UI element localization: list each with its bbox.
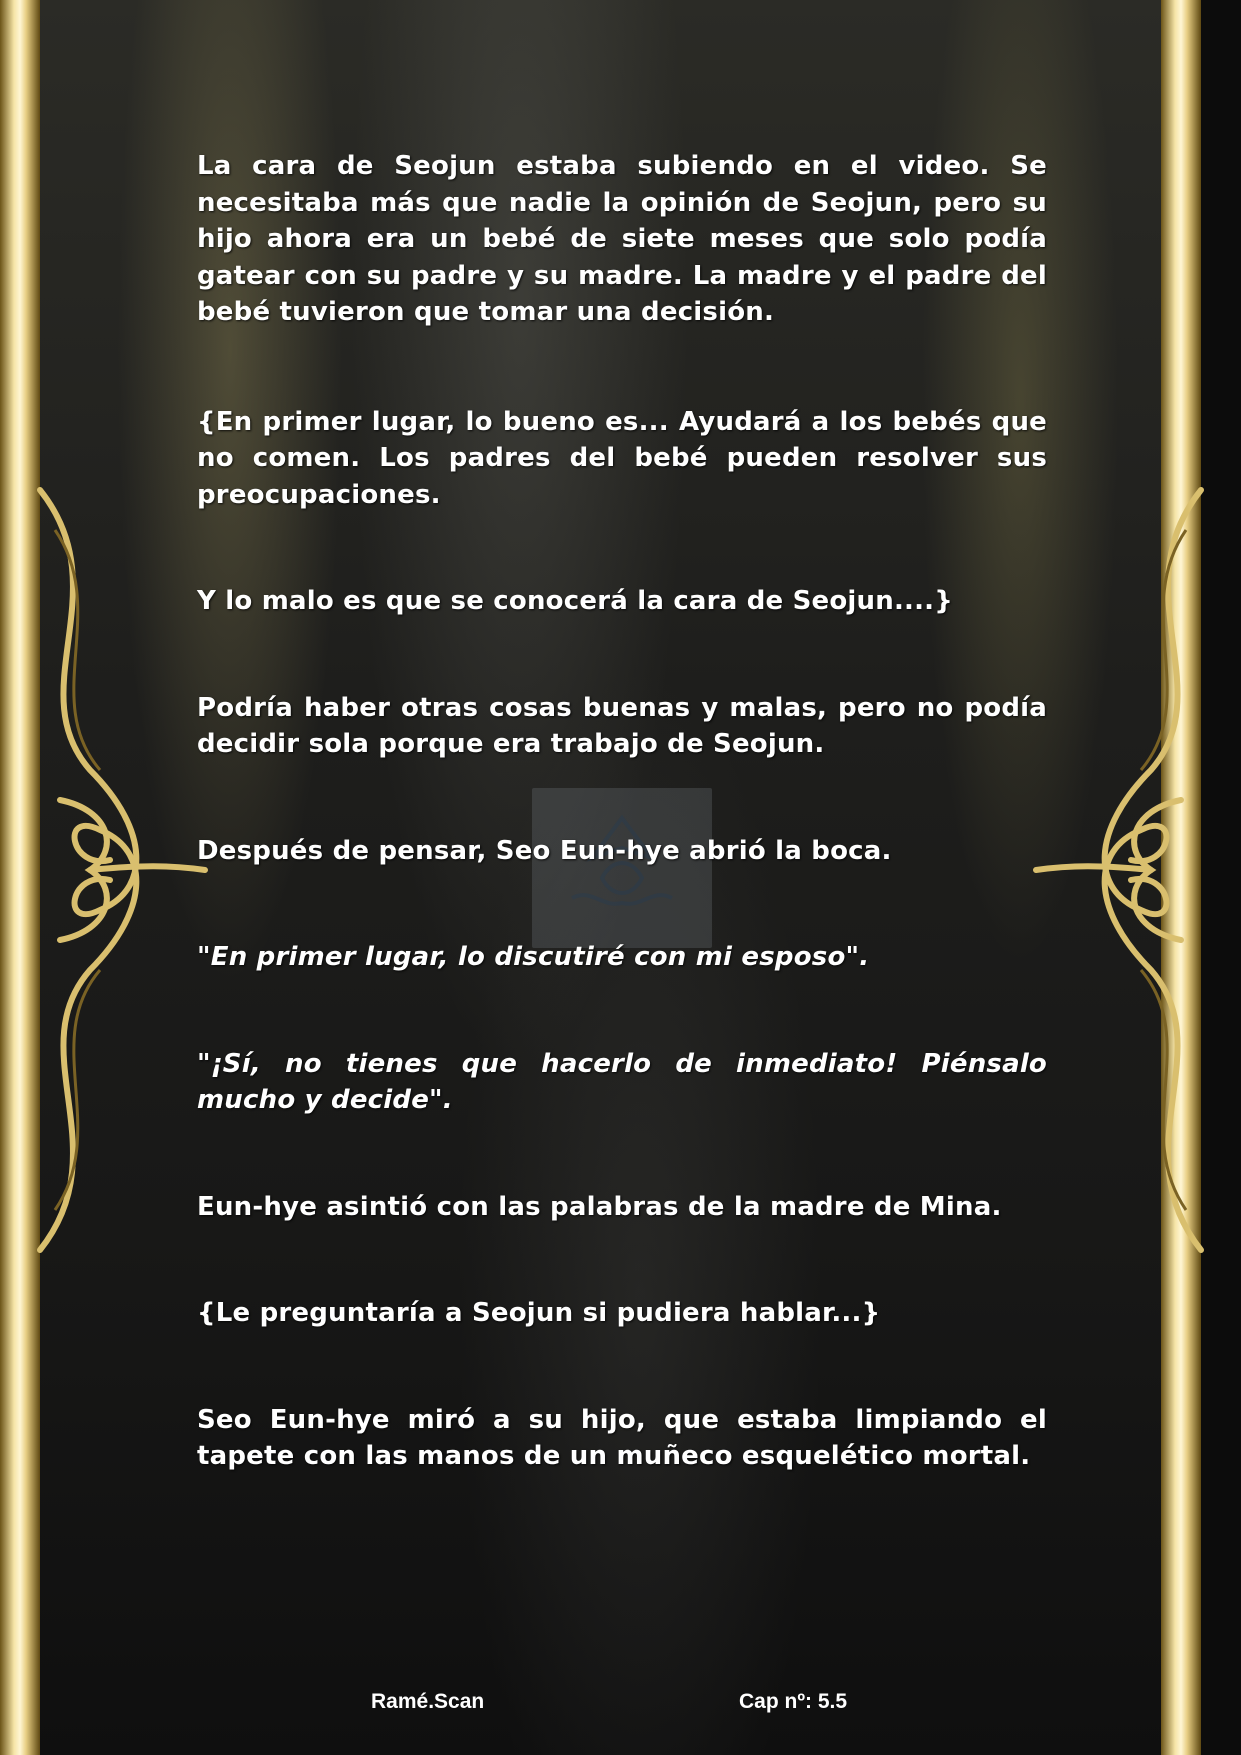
ornamental-scroll-icon	[1021, 470, 1241, 1270]
dialogue-text: En primer lugar, lo discutiré con mi esposo".	[210, 942, 870, 972]
paragraph: Seo Eun-hye miró a su hijo, que estaba limpiando el tapete con las manos de un muñeco esquelético mortal.	[197, 1404, 1047, 1471]
paragraph: {En primer lugar, lo bueno es... Ayudará a los bebés que no comen. Los padres del bebé pueden resolver sus preocupaciones.	[197, 406, 1047, 510]
paragraph: {Le preguntaría a Seojun si pudiera hablar...}	[197, 1298, 881, 1328]
paragraph: Después de pensar, Seo Eun-hye abrió la boca.	[197, 835, 892, 866]
paragraph: Podría haber otras cosas buenas y malas, pero no podía decidir sola porque era trabajo de Seojun.	[197, 692, 1047, 759]
footer-scan-name: Ramé.Scan	[371, 1690, 485, 1713]
paragraph: Y lo malo es que se conocerá la cara de Seojun....}	[197, 586, 953, 616]
quote-mark: "	[197, 942, 211, 972]
chapter-text	[197, 148, 1047, 1475]
footer-chapter-number: Cap nº: 5.5	[739, 1690, 848, 1713]
ornamental-scroll-icon	[0, 470, 220, 1270]
dialogue-paragraph	[197, 939, 1047, 976]
dialogue-paragraph: "¡Sí, no tienes que hacerlo de inmediato! Piénsalo mucho y decide".	[197, 1048, 1047, 1115]
paragraph: Eun-hye asintió con las palabras de la madre de Mina.	[197, 1191, 1002, 1222]
paragraph: La cara de Seojun estaba subiendo en el video. Se necesitaba más que nadie la opinión de Seojun, pero su hijo ahora era un bebé de siete meses que solo podía gatear con su padre y su madre. La madre y el padre del bebé tuvieron que tomar una decisión.	[197, 151, 1047, 327]
